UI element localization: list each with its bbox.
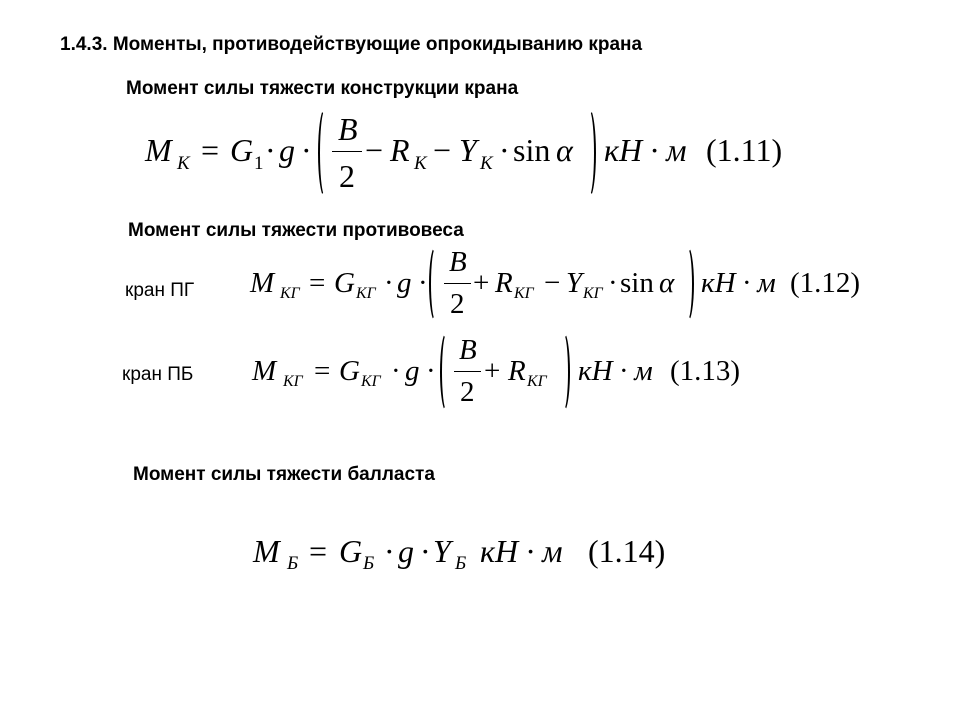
subscript: Б [363,553,375,574]
subscript: Б [287,553,299,574]
dot-operator: · [608,267,618,299]
subscript: КГ [361,373,381,390]
subscript: КГ [280,285,300,302]
dot-operator: · [384,533,395,569]
plus-sign: + [473,267,490,299]
minus-sign: − [433,132,452,168]
subscript: КГ [283,373,303,390]
subscript: Б [455,553,467,574]
dot-operator: · [301,132,312,168]
symbol-G: G [334,267,355,299]
symbol-M: M [145,132,172,168]
symbol-G: G [230,132,254,168]
symbol-G: G [339,533,363,569]
unit-label: кН · м [480,533,563,569]
symbol-M: M [253,533,280,569]
plus-sign: + [484,355,501,387]
symbol-R: R [390,132,410,168]
symbol-Y: Y [459,132,477,168]
fraction-numerator: B [449,246,467,278]
sin-function: sin [513,132,551,168]
symbol-R: R [495,267,513,299]
symbol-g: g [405,355,420,387]
equals-sign: = [309,533,328,569]
minus-sign: − [365,132,384,168]
equals-sign: = [309,267,326,299]
dot-operator: · [418,267,428,299]
symbol-g: g [397,267,412,299]
symbol-g: g [398,533,414,569]
equation-number: (1.13) [670,355,741,387]
section-title-counterweight: Момент силы тяжести противовеса [128,220,464,241]
section-title-ballast: Момент силы тяжести балласта [133,464,435,485]
subscript: КГ [527,373,547,390]
crane-label-pb: кран ПБ [122,364,194,385]
unit-label: кН · м [701,267,776,299]
subscript: К [480,153,493,174]
minus-sign: − [544,267,561,299]
fraction-denominator: 2 [450,288,465,320]
fraction-numerator: B [338,111,358,147]
equation-number: (1.14) [588,533,666,569]
unit-label: кН · м [578,355,653,387]
equals-sign: = [201,132,220,168]
dot-operator: · [265,132,276,168]
symbol-alpha: α [659,267,675,299]
dot-operator: · [426,355,436,387]
subscript: КГ [514,285,534,302]
equals-sign: = [314,355,331,387]
subscript: К [177,153,190,174]
fraction-denominator: 2 [339,158,355,194]
symbol-g: g [279,132,295,168]
dot-operator: · [420,533,431,569]
fraction-denominator: 2 [460,376,475,408]
equation-number: (1.12) [790,267,861,299]
page-title: 1.4.3. Моменты, противодействующие опрокидыванию крана [60,34,643,55]
symbol-M: M [252,355,277,387]
equation-number: (1.11) [706,132,783,168]
sin-function: sin [620,267,654,299]
subscript: КГ [356,285,376,302]
symbol-G: G [339,355,360,387]
symbol-M: M [250,267,275,299]
dot-operator: · [391,355,401,387]
symbol-alpha: α [556,132,573,168]
dot-operator: · [384,267,394,299]
unit-label: кН · м [604,132,687,168]
fraction-numerator: B [459,334,477,366]
crane-label-pg: кран ПГ [125,280,195,301]
symbol-R: R [508,355,526,387]
subscript: 1 [254,153,264,174]
dot-operator: · [499,132,510,168]
symbol-Y: Y [433,533,451,569]
section-title-crane-structure: Момент силы тяжести конструкции крана [126,78,519,99]
subscript: КГ [583,285,603,302]
symbol-Y: Y [566,267,583,299]
subscript: К [414,153,427,174]
